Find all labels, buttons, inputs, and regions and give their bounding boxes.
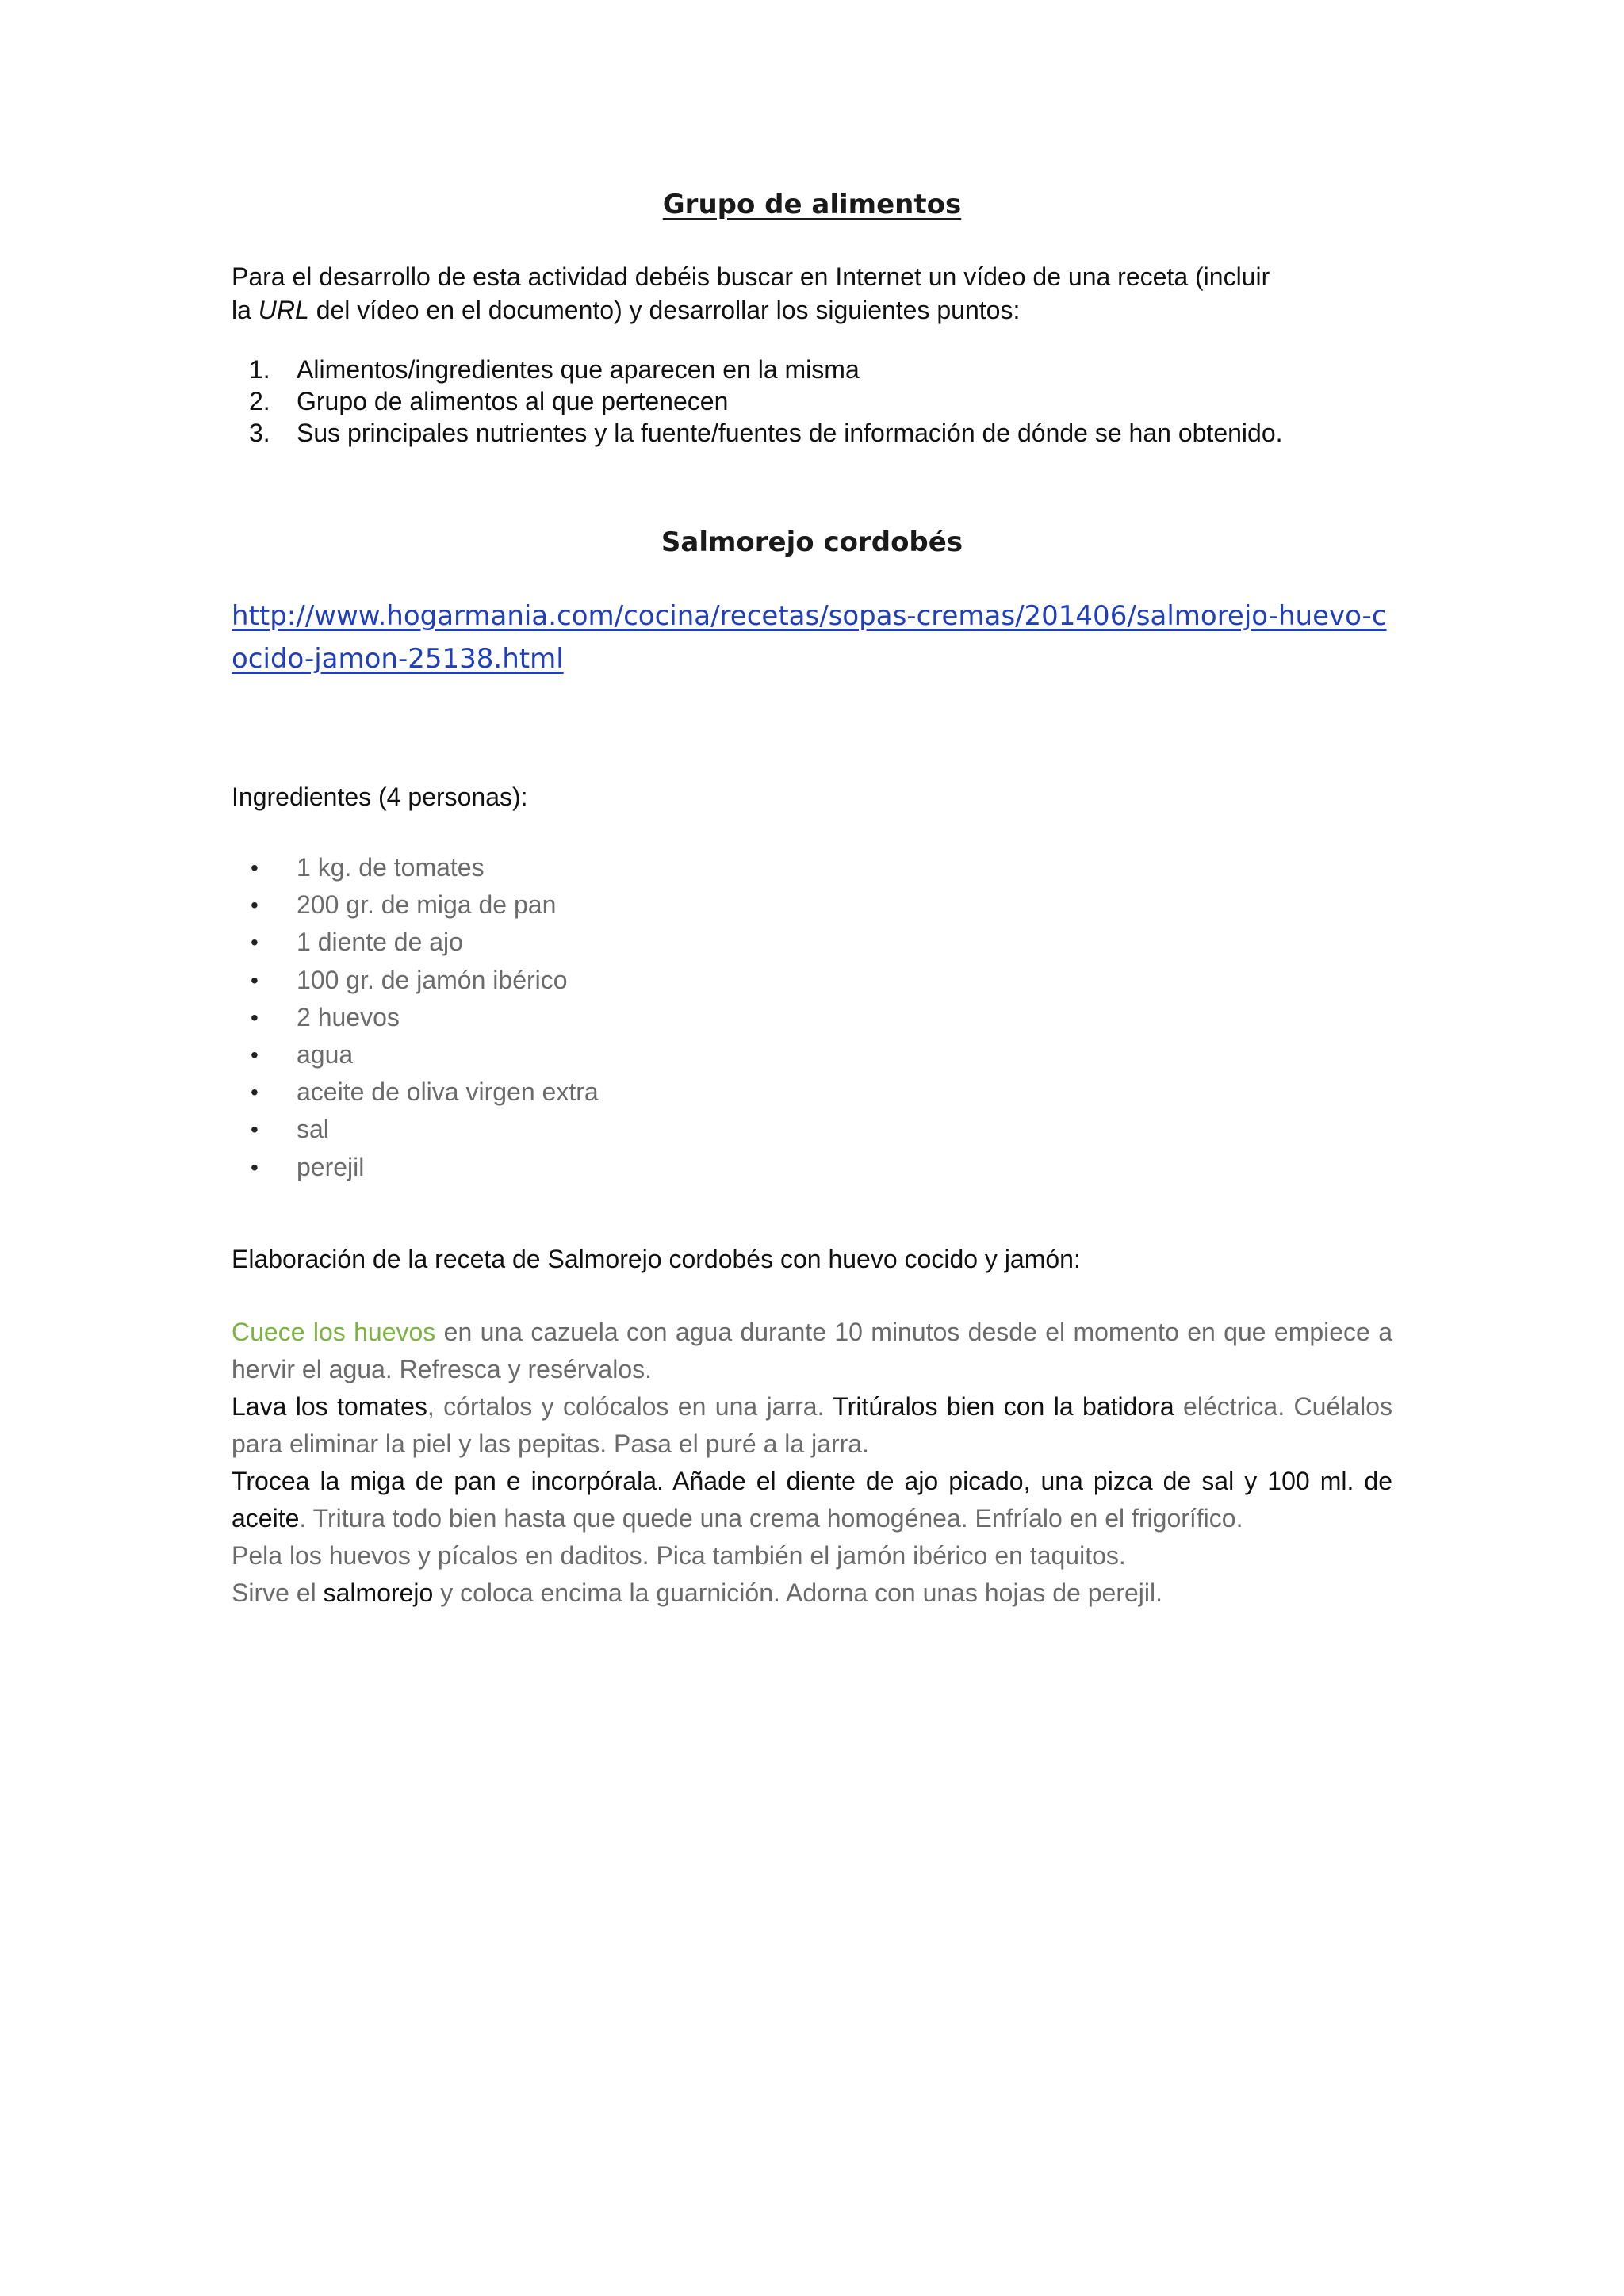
- bullet-icon: •: [251, 893, 259, 918]
- bullet-icon: •: [251, 855, 259, 880]
- bullet-icon: •: [251, 1080, 259, 1105]
- bullet-icon: •: [251, 1043, 259, 1068]
- list-item: [232, 1111, 599, 1148]
- elaboration-step-5-a: Sirve el: [232, 1578, 324, 1607]
- elaboration-step-4: Pela los huevos y pícalos en daditos. Pica también el jamón ibérico en taquitos.: [232, 1541, 1126, 1570]
- ingredient-text: perejil: [297, 1152, 365, 1181]
- list-item: [232, 886, 599, 924]
- ingredient-text: 1 kg. de tomates: [297, 853, 485, 882]
- intro-url-word: URL: [258, 296, 309, 324]
- intro-line-1: Para el desarrollo de esta actividad debéis buscar en Internet un vídeo de una receta (incluir: [232, 262, 1270, 291]
- elaboration-step-5-c: y coloca encima la guarnición. Adorna con unas hojas de perejil.: [433, 1578, 1162, 1607]
- list-item: [232, 924, 599, 961]
- ingredients-heading: Ingredientes (4 personas):: [232, 783, 528, 811]
- ingredients-list: [232, 849, 599, 1186]
- elaboration-step-2-d: eléctrica. Cuélalos para eliminar la piel y las pepitas. Pasa el puré a la jarra.: [232, 1392, 1393, 1458]
- ingredient-text: agua: [297, 1040, 354, 1070]
- elaboration-step-3-a: Trocea la miga de pan e incorpórala. Añade el diente de ajo picado, una pizca de sal y 100 ml. de aceite: [232, 1467, 1392, 1533]
- list-item: [232, 999, 599, 1036]
- list-item: [232, 1073, 599, 1111]
- bullet-icon: •: [251, 1117, 259, 1142]
- step-number: 2.: [249, 387, 270, 415]
- elaboration-step-5: [232, 1575, 1392, 1612]
- ingredient-text: 100 gr. de jamón ibérico: [297, 965, 568, 994]
- bullet-icon: •: [251, 967, 259, 993]
- step-text: Alimentos/ingredientes que aparecen en la misma: [297, 355, 860, 384]
- elaboration-text: [232, 1314, 1392, 1612]
- elaboration-step-5-b: salmorejo: [323, 1578, 434, 1607]
- page-title-text: Grupo de alimentos: [662, 189, 962, 220]
- intro-paragraph: [232, 260, 1392, 327]
- elaboration-step-2-b: , córtalos y colócalos en una jarra.: [427, 1392, 833, 1421]
- elaboration-step-2: [232, 1388, 1392, 1463]
- recipe-video-link[interactable]: http://www.hogarmania.com/cocina/recetas/sopas-cremas/201406/salmorejo-huevo-cocido-jamon-25138.html: [232, 600, 1387, 675]
- bullet-icon: •: [251, 1154, 259, 1180]
- step-text: Grupo de alimentos al que pertenecen: [297, 387, 729, 415]
- elaboration-highlight: Cuece los huevos: [232, 1318, 436, 1346]
- elaboration-step-3: [232, 1463, 1392, 1537]
- ingredient-text: sal: [297, 1115, 329, 1144]
- elaboration-step-3-b: . Tritura todo bien hasta que quede una crema homogénea. Enfríalo en el frigorífico.: [299, 1504, 1243, 1533]
- list-item: [232, 385, 1283, 417]
- list-item: [232, 1149, 599, 1186]
- bullet-icon: •: [251, 1004, 259, 1030]
- list-item: [232, 1036, 599, 1073]
- step-text: Sus principales nutrientes y la fuente/fuentes de información de dónde se han obtenido.: [297, 419, 1283, 447]
- list-item: [232, 849, 599, 886]
- activity-steps-list: [232, 354, 1283, 449]
- step-number: 3.: [249, 419, 270, 447]
- list-item: [232, 962, 599, 999]
- ingredient-text: 1 diente de ajo: [297, 928, 463, 957]
- list-item: [232, 354, 1283, 385]
- elaboration-heading: Elaboración de la receta de Salmorejo cordobés con huevo cocido y jamón:: [232, 1245, 1081, 1273]
- ingredient-text: 200 gr. de miga de pan: [297, 890, 557, 920]
- elaboration-step-1-rest: en una cazuela con agua durante 10 minutos desde el momento en que empiece a hervir el agua. Refresca y resérvalos.: [232, 1318, 1393, 1383]
- elaboration-step-2-a: Lava los tomates: [232, 1392, 427, 1421]
- ingredient-text: aceite de oliva virgen extra: [297, 1077, 599, 1107]
- intro-line-2-start: la: [232, 296, 259, 324]
- recipe-title: Salmorejo cordobés: [661, 526, 963, 558]
- list-item: [232, 417, 1283, 449]
- page-title: [0, 189, 1624, 220]
- bullet-icon: •: [251, 930, 259, 955]
- elaboration-step-2-c: Tritúralos bien con la batidora: [833, 1392, 1174, 1421]
- intro-line-2-end: del vídeo en el documento) y desarrollar los siguientes puntos:: [308, 296, 1021, 324]
- ingredient-text: 2 huevos: [297, 1002, 400, 1031]
- step-number: 1.: [249, 355, 270, 384]
- elaboration-step-1: [232, 1314, 1392, 1388]
